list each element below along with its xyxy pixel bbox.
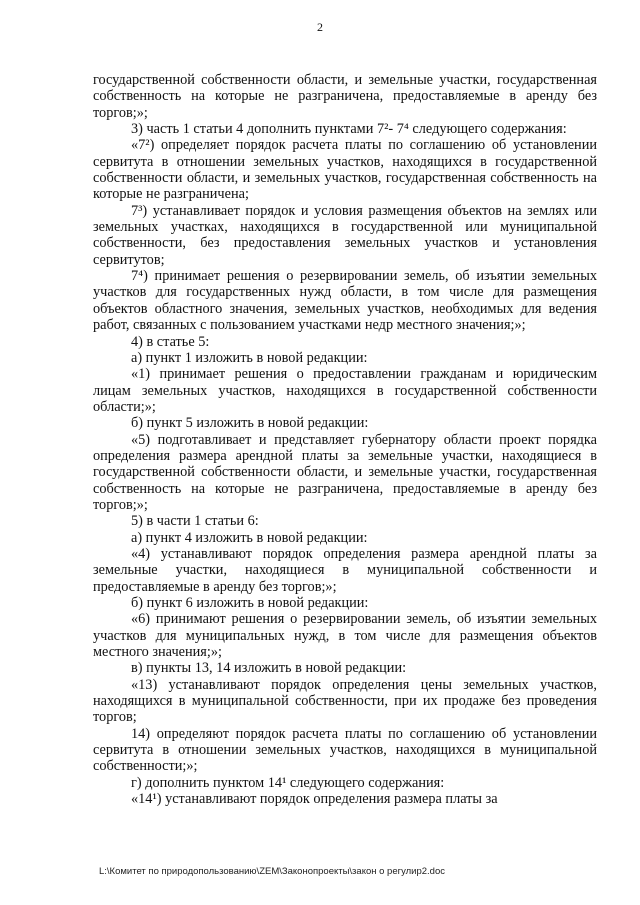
paragraph-item-4: «4) устанавливают порядок определения размера арендной платы за земельные участки, находящиеся в муниципальной собственности и предоставляемые в аренду без торгов;»; (93, 545, 597, 595)
paragraph-item-14: 14) определяют порядок расчета платы по соглашению об установлении сервитута в отношении земельных участков, находящихся в муниципальной собственности;»; (93, 725, 597, 775)
paragraph-article-5-a: а) пункт 1 изложить в новой редакции: (131, 349, 368, 366)
paragraph-article-5: 4) в статье 5: (131, 333, 210, 350)
paragraph-item-7-4: 7⁴) принимает решения о резервировании земель, об изъятии земельных участков для государственных нужд области, в том числе для размещения объектов областного значения, земельных участков, необходимых для ведения работ, связанных с пользованием участками недр местного значения;»; (93, 268, 597, 334)
paragraph-continuation: государственной собственности области, и земельные участки, государственная собственность на которые не разграничена, предоставляемые в аренду без торгов;»; (93, 72, 597, 121)
paragraph-item-5: «5) подготавливает и представляет губернатору области проект порядка определения размера арендной платы за земельные участки, находящиеся в государственной собственности области, и земельные участки, государственная собственность на которые не разграничена, предоставляемые в аренду без торгов;»; (93, 431, 597, 513)
paragraph-item-6: «6) принимают решения о резервировании земель, об изъятии земельных участков для муниципальных нужд, в том числе для размещения объектов местного значения;»; (93, 611, 597, 661)
paragraph-article-5-b: б) пункт 5 изложить в новой редакции: (131, 415, 369, 432)
paragraph-item-7-2: «7²) определяет порядок расчета платы по соглашению об установлении сервитута в отношении земельных участков, находящихся в государственной собственности области, и земельных участков, государственная собственность на которые не разграничена; (93, 137, 597, 203)
paragraph-article-6: 5) в части 1 статьи 6: (131, 513, 259, 530)
page-number: 2 (317, 20, 323, 34)
paragraph-part-4-amendment: 3) часть 1 статьи 4 дополнить пунктами 7²- 7⁴ следующего содержания: (131, 121, 567, 138)
paragraph-item-14-1: «14¹) устанавливают порядок определения размера платы за (131, 791, 498, 808)
document-body (93, 72, 597, 807)
paragraph-article-6-b: б) пункт 6 изложить в новой редакции: (131, 595, 369, 611)
paragraph-item-1: «1) принимает решения о предоставлении гражданам и юридическим лицам земельных участков, находящихся в государственной собственности области;»; (93, 366, 597, 415)
paragraph-article-6-v: в) пункты 13, 14 изложить в новой редакции: (131, 660, 407, 677)
paragraph-article-6-a: а) пункт 4 изложить в новой редакции: (131, 529, 368, 546)
paragraph-item-7-3: 7³) устанавливает порядок и условия размещения объектов на землях или земельных участках, находящихся в государственной или муниципальной собственности, без предоставления земельных участков и установления сервитутов; (93, 202, 597, 268)
file-path-footer: L:\Комитет по природопользованию\ZEM\Законопроекты\закон о регулир2.doc (99, 866, 445, 877)
paragraph-article-6-g: г) дополнить пунктом 14¹ следующего содержания: (131, 774, 445, 791)
paragraph-item-13: «13) устанавливают порядок определения цены земельных участков, находящихся в муниципальной собственности, при их продаже без проведения торгов; (93, 676, 597, 726)
